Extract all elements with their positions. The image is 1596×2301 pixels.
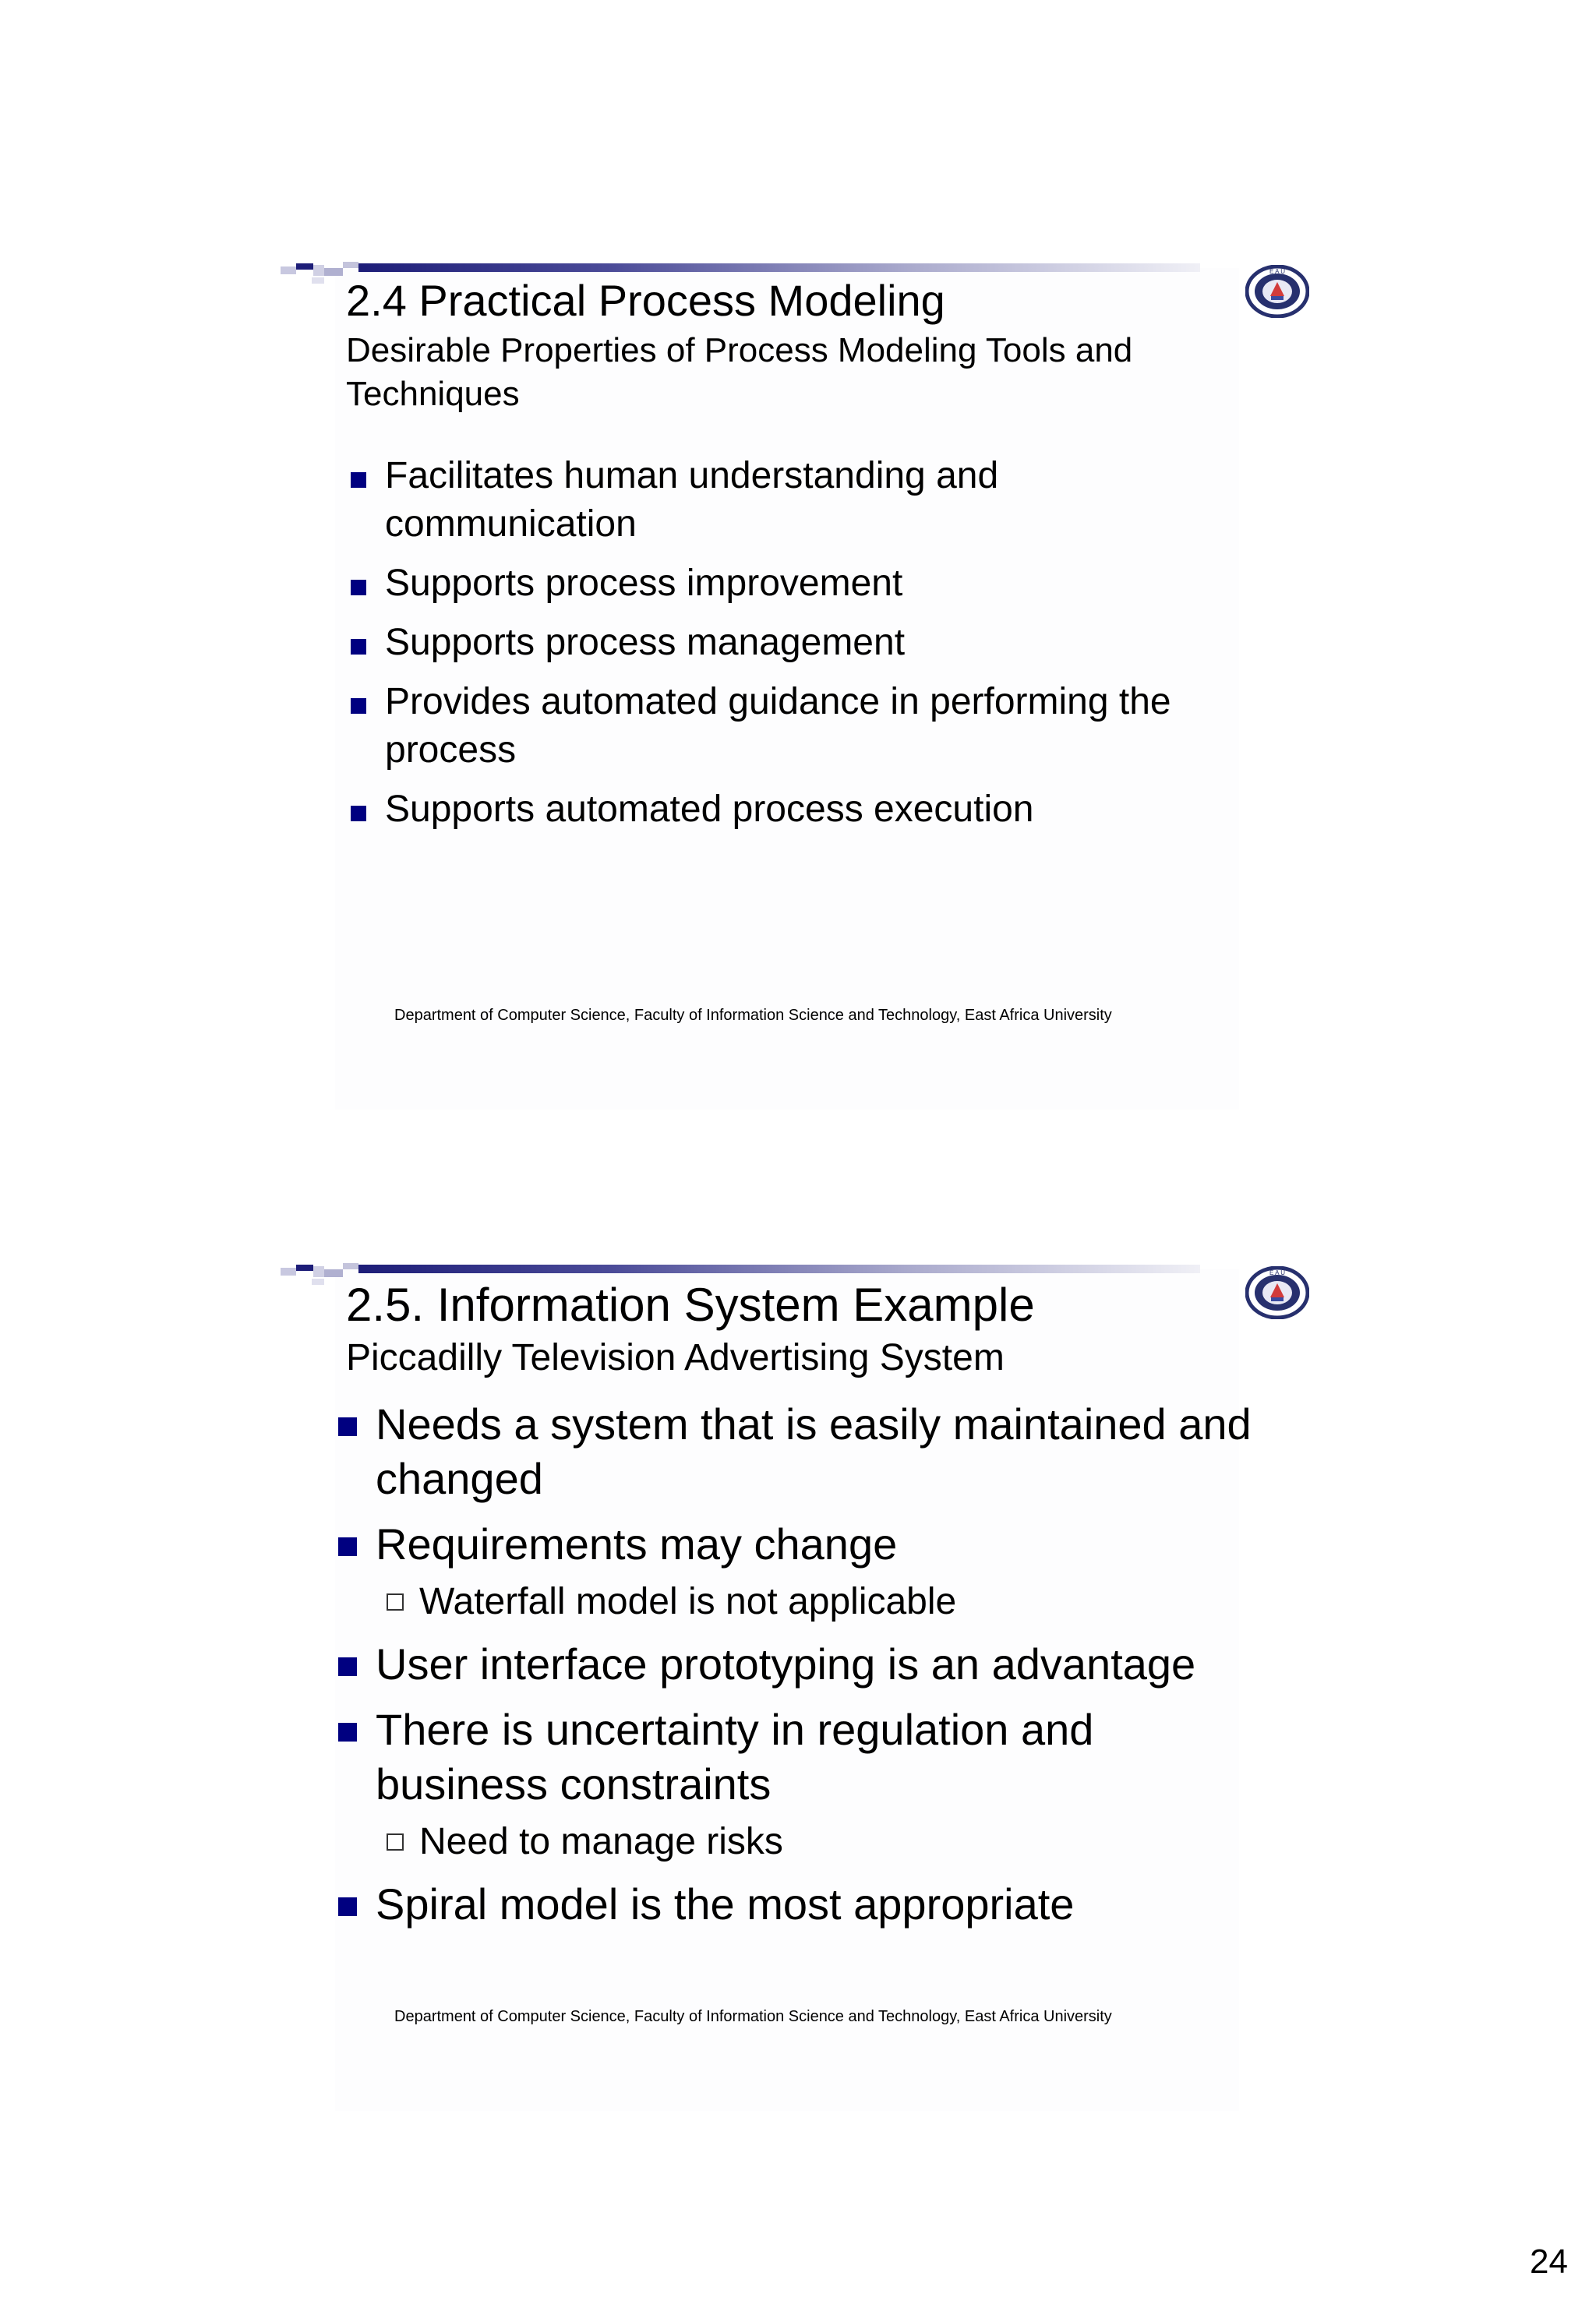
filled-square-bullet-icon	[338, 1537, 357, 1556]
filled-square-bullet-icon	[351, 639, 366, 655]
svg-text:E A U: E A U	[1269, 268, 1286, 275]
svg-text:E A U: E A U	[1269, 1269, 1286, 1276]
list-item	[346, 785, 1227, 834]
page-number: 24	[1530, 2243, 1568, 2281]
slide-title: 2.5. Information System Example	[346, 1279, 1035, 1331]
list-item	[337, 1637, 1272, 1692]
slide-2-4	[281, 257, 1325, 1192]
filled-square-bullet-icon	[351, 472, 366, 488]
list-item-text: Need to manage risks	[419, 1821, 783, 1862]
slide-title: 2.4 Practical Process Modeling	[346, 276, 945, 325]
university-seal-icon	[1245, 1266, 1309, 1319]
filled-square-bullet-icon	[338, 1723, 357, 1742]
list-item-text: Requirements may change	[376, 1519, 898, 1569]
list-item-text: Supports process improvement	[385, 563, 903, 604]
slide-2-5	[281, 1258, 1325, 2193]
list-item-text: Supports automated process execution	[385, 789, 1034, 830]
list-item-text: User interface prototyping is an advantage	[376, 1639, 1196, 1689]
slide-footer: Department of Computer Science, Faculty of Information Science and Technology, East Africa University	[394, 2008, 1112, 2025]
filled-square-bullet-icon	[338, 1897, 357, 1916]
list-item-text: There is uncertainty in regulation and business constraints	[376, 1705, 1094, 1809]
list-item-text: Waterfall model is not applicable	[419, 1581, 957, 1622]
filled-square-bullet-icon	[351, 580, 366, 595]
filled-square-bullet-icon	[351, 698, 366, 714]
filled-square-bullet-icon	[338, 1417, 357, 1436]
list-item-text: Needs a system that is easily maintained and changed	[376, 1399, 1252, 1503]
hollow-square-bullet-icon	[387, 1833, 404, 1851]
list-item	[337, 1703, 1272, 1812]
bullet-list	[337, 1397, 1272, 1943]
list-item	[337, 1397, 1272, 1506]
bullet-list	[346, 452, 1227, 845]
list-item-text: Supports process management	[385, 622, 906, 663]
sub-list-item	[337, 1578, 1272, 1626]
sub-list-item	[337, 1818, 1272, 1866]
list-item	[346, 619, 1227, 667]
university-seal-icon	[1245, 265, 1309, 318]
list-item-text: Facilitates human understanding and communication	[385, 455, 999, 545]
slide-footer: Department of Computer Science, Faculty of Information Science and Technology, East Africa University	[394, 1007, 1112, 1024]
list-item-text: Provides automated guidance in performing the process	[385, 681, 1171, 771]
slide-subtitle: Desirable Properties of Process Modeling Tools and Techniques	[346, 331, 1133, 413]
filled-square-bullet-icon	[351, 806, 366, 821]
list-item	[346, 678, 1227, 775]
list-item	[346, 559, 1227, 608]
list-item	[337, 1877, 1272, 1932]
slide-subtitle: Piccadilly Television Advertising System	[346, 1337, 1005, 1378]
filled-square-bullet-icon	[338, 1657, 357, 1676]
list-item-text: Spiral model is the most appropriate	[376, 1879, 1075, 1929]
hollow-square-bullet-icon	[387, 1593, 404, 1611]
list-item	[346, 452, 1227, 549]
list-item	[337, 1517, 1272, 1572]
